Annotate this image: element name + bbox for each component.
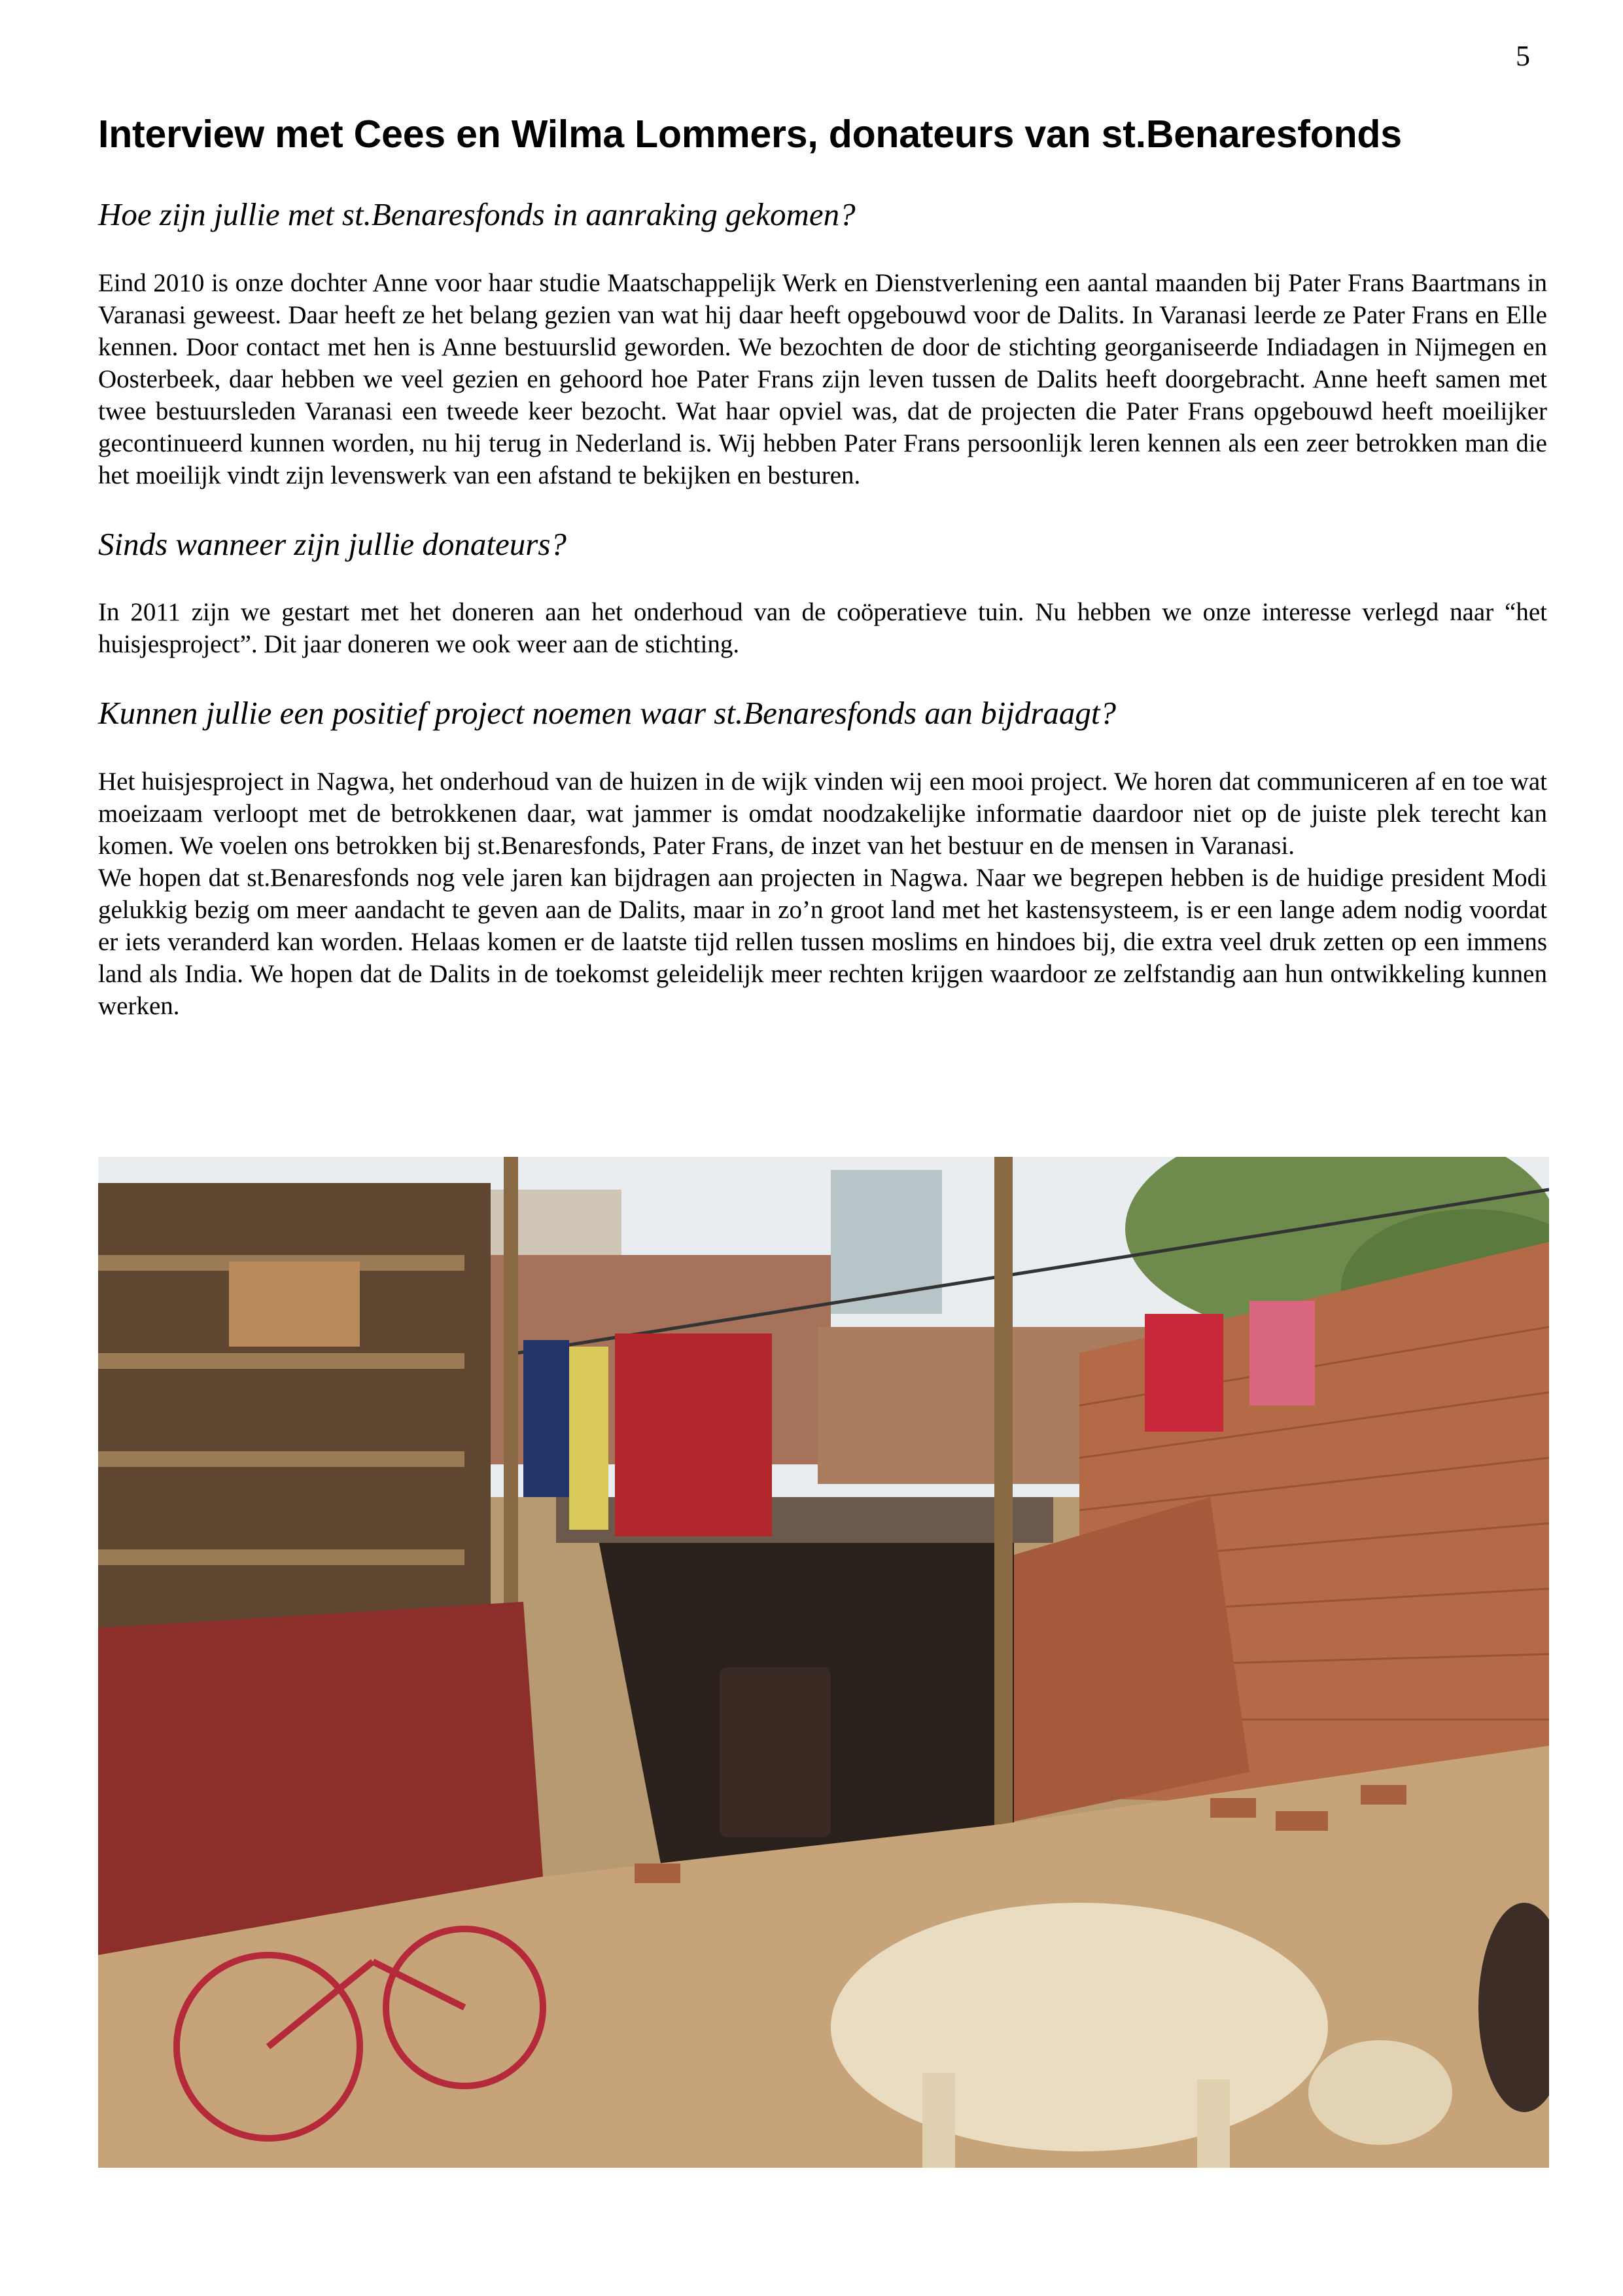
question-2: Sinds wanneer zijn jullie donateurs? — [98, 525, 567, 562]
answer-3-paragraph-1: Het huisjesproject in Nagwa, het onderhoud van de huizen in de wijk vinden wij een mooi project. We horen dat communiceren af en toe wat moeizaam verloopt met de betrokkenen daar, wat jammer is omdat noodzakelijke informatie daardoor niet op de juiste plek terecht kan komen. We voelen ons betrokken bij st.Benaresfonds, Pater Frans, de inzet van het bestuur en de mensen in Varanasi. — [98, 768, 1547, 860]
answer-2-paragraph: In 2011 zijn we gestart met het doneren aan het onderhoud van de coöperatieve tuin. Nu hebben we onze interesse verlegd naar “het huisjesproject”. Dit jaar doneren we ook weer aan de stichting. — [98, 598, 1547, 659]
wooden-pole — [994, 1157, 1013, 1863]
cardboard-box — [229, 1262, 360, 1347]
barrel — [720, 1667, 831, 1837]
photo-courtyard-nagwa — [98, 1157, 1549, 2168]
answer-3-paragraph-2: We hopen dat st.Benaresfonds nog vele jaren kan bijdragen aan projecten in Nagwa. Naar we begrepen hebben is de huidige president Modi gelukkig bezig om meer aandacht te geven aan de Dalits, maar in zo’n groot land met het kastensysteem, is er een lange adem nodig voordat er iets veranderd kan worden. Helaas komen er de laatste tijd rellen tussen moslims en hindoes bij, die extra veel druk zetten op een immens land als India. We hopen dat de Dalits in de toekomst geleidelijk meer rechten krijgen waardoor ze zelfstandig aan hun ontwikkeling kunnen werken. — [98, 864, 1547, 1021]
question-3: Kunnen jullie een positief project noemen waar st.Benaresfonds aan bijdraagt? — [98, 695, 1117, 732]
page-number: 5 — [1516, 40, 1530, 72]
laundry-blue — [523, 1340, 569, 1497]
question-1: Hoe zijn jullie met st.Benaresfonds in aanraking gekomen? — [98, 196, 856, 232]
hanging-carpet — [1145, 1314, 1223, 1432]
answer-1-paragraph: Eind 2010 is onze dochter Anne voor haar studie Maatschappelijk Werk en Dienstverlening een aantal maanden bij Pater Frans Baartmans in Varanasi geweest. Daar heeft ze het belang gezien van wat hij daar heeft opgebouwd voor de Dalits. In Varanasi leerde ze Pater Frans en Elle kennen. Door contact met hen is Anne bestuurslid geworden. We bezochten de door de stichting georganiseerde Indiadagen in Nijmegen en Oosterbeek, daar hebben we veel gezien en gehoord hoe Pater Frans zijn leven tussen de Dalits heeft doorgebracht. Anne heeft samen met twee bestuursleden Varanasi een tweede keer bezocht. Wat haar opviel was, dat de projecten die Pater Frans opgebouwd heeft moeilijker gecontinueerd kunnen worden, nu hij terug in Nederland is. Wij hebben Pater Frans persoonlijk leren kennen als een zeer betrokken man die het moeilijk vindt zijn levenswerk van een afstand te bekijken en besturen. — [98, 268, 1547, 489]
article — [98, 111, 1547, 1022]
photo-illustration — [98, 1157, 1549, 2168]
laundry-red — [615, 1333, 772, 1536]
article-title: Interview met Cees en Wilma Lommers, donateurs van st.Benaresfonds — [98, 113, 1402, 156]
brick-wall-middle — [988, 1497, 1249, 1824]
